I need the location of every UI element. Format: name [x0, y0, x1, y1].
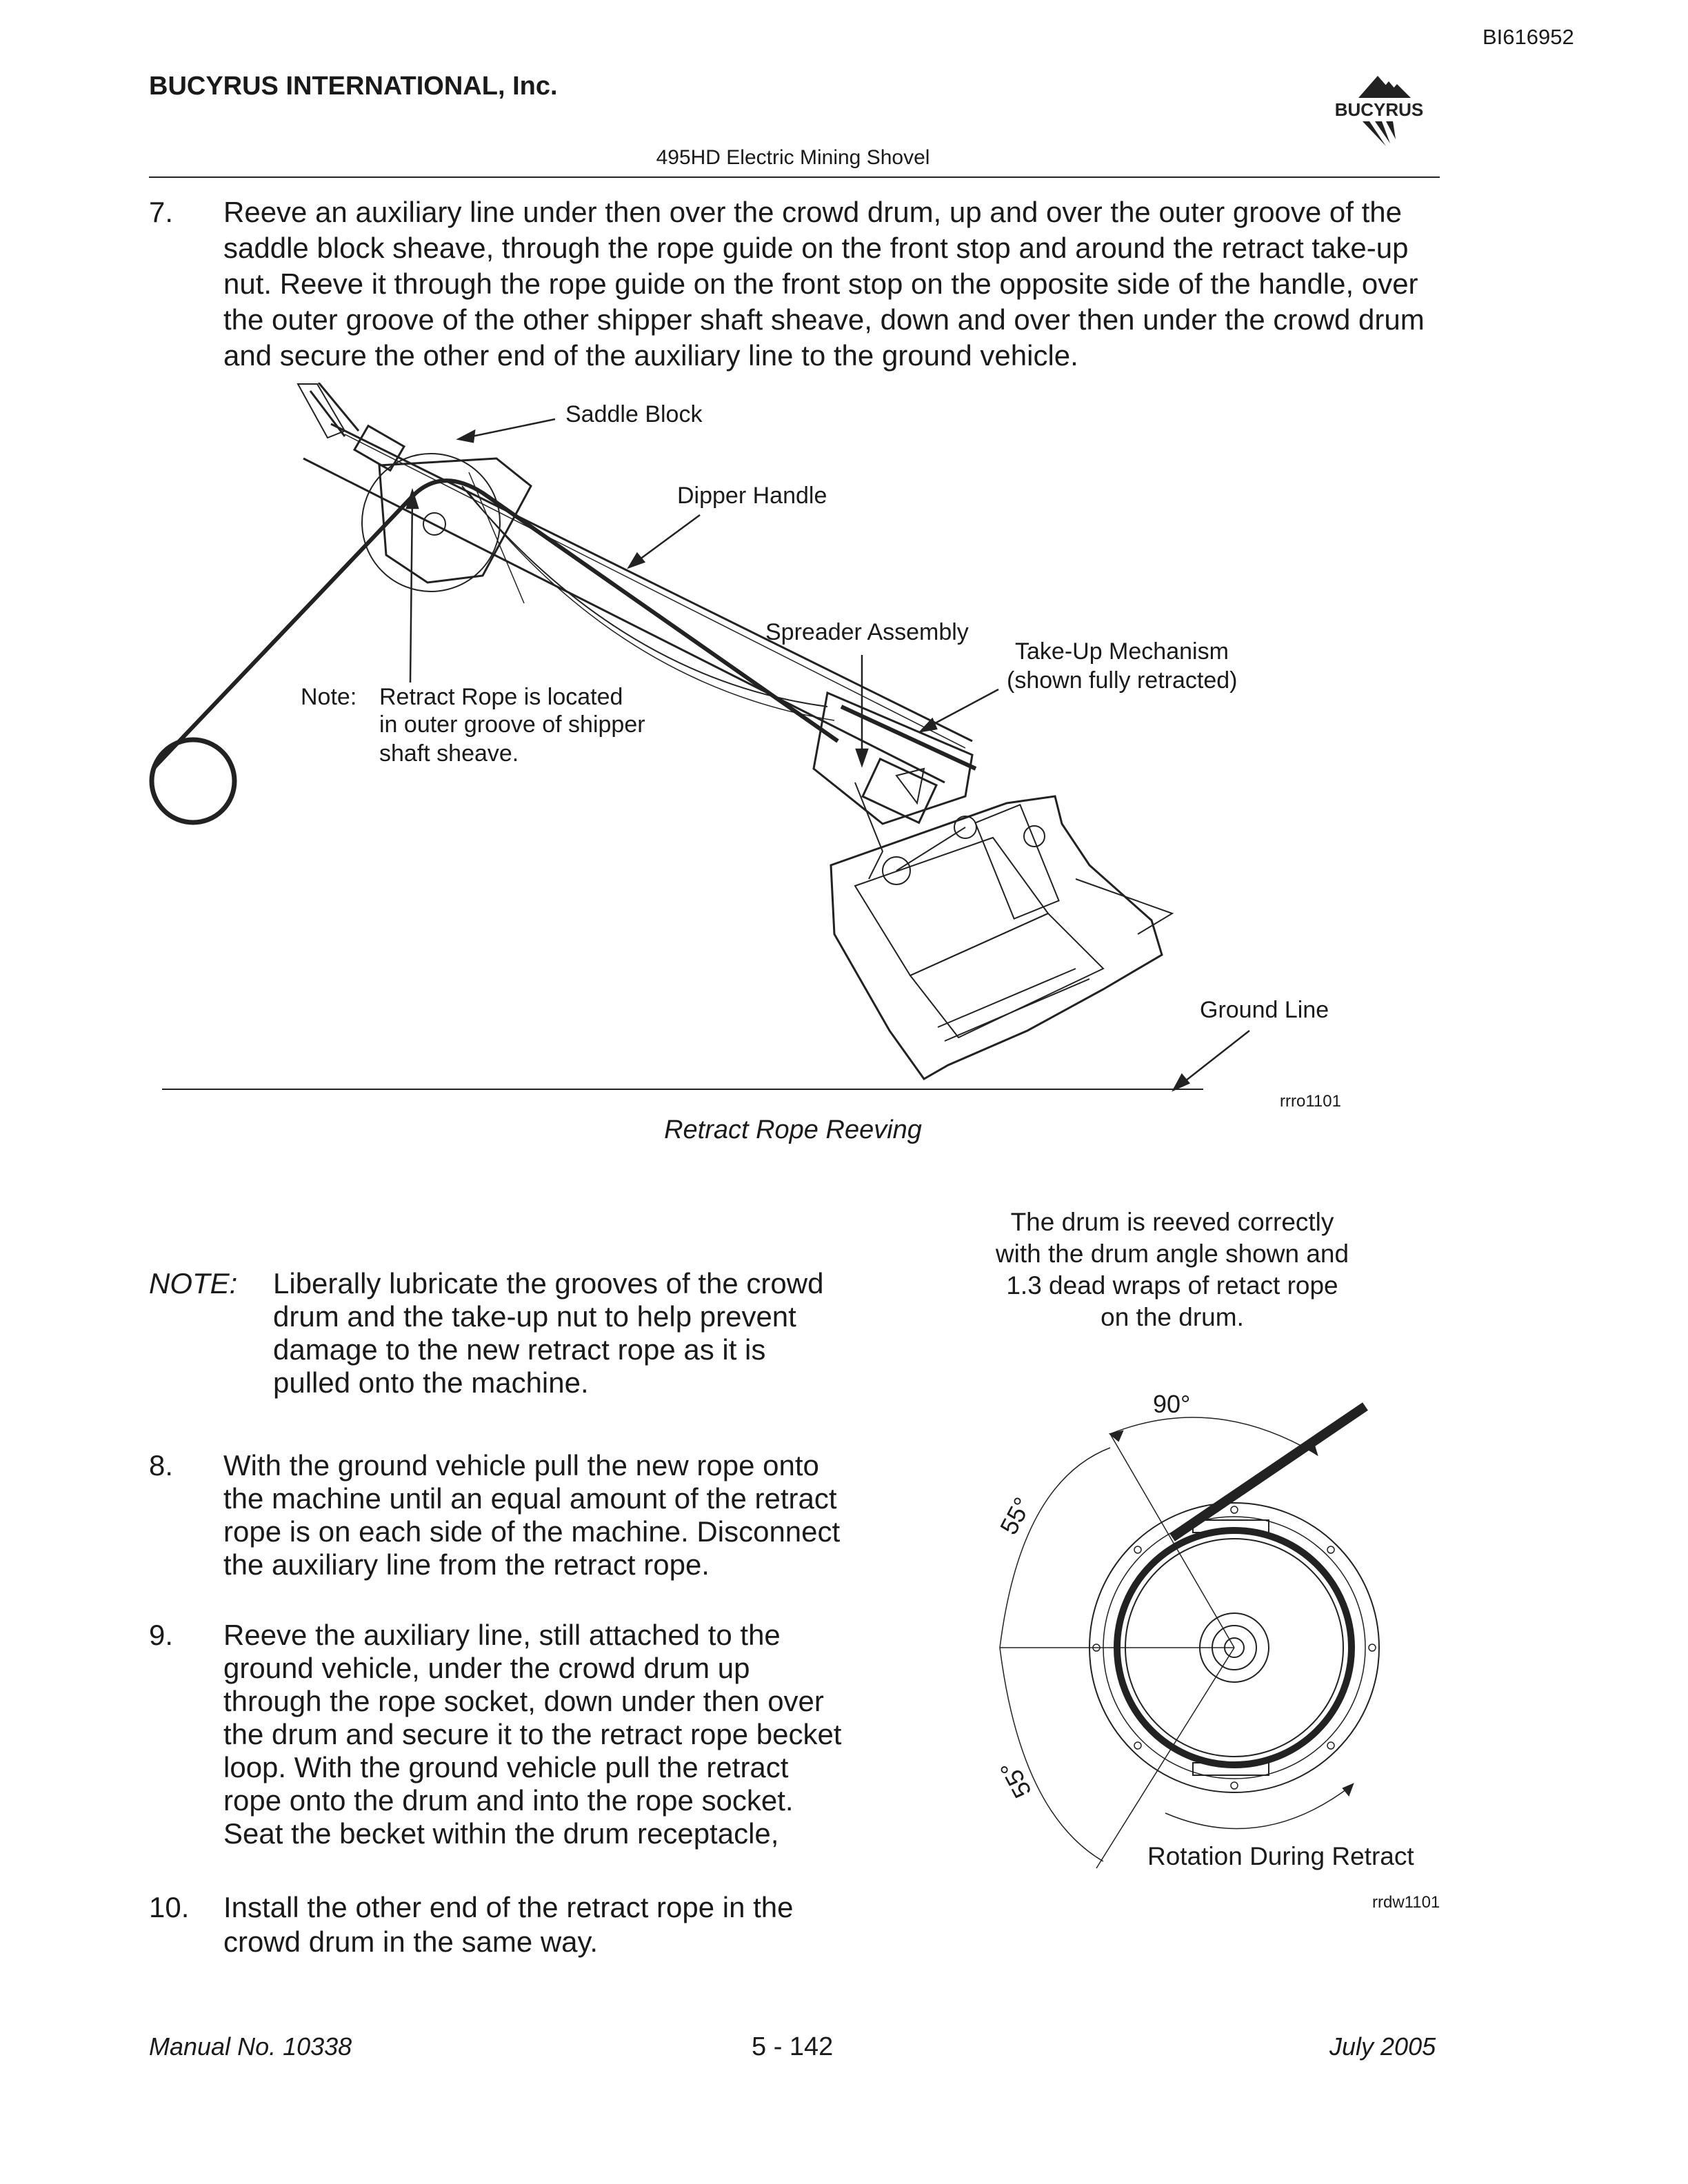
step-line: Reeve the auxiliary line, still attached to the [223, 1619, 781, 1651]
label-ground-line: Ground Line [1200, 997, 1329, 1023]
angle-label-90: 90° [1153, 1390, 1191, 1418]
step-line: rope onto the drum and into the rope socket. [223, 1784, 794, 1817]
drum-figure-code: rrdw1101 [1372, 1893, 1440, 1912]
step-line: the outer groove of the other shipper shaft sheave, down and over then under the crowd drum [223, 303, 1425, 336]
rope-lead [1172, 1406, 1365, 1537]
footer-manual-number: Manual No. 10338 [149, 2032, 352, 2061]
crowd-drum-circle [152, 740, 234, 822]
step-line: saddle block sheave, through the rope guide on the front stop and around the retract take-up [223, 232, 1409, 264]
step-line: With the ground vehicle pull the new rope onto [223, 1449, 819, 1482]
step-line: the machine until an equal amount of the retract [223, 1482, 837, 1515]
angle-label-55-lower: 55° [994, 1756, 1037, 1803]
note-heading: NOTE: [149, 1267, 238, 1300]
step-10 [149, 1890, 845, 1959]
label-saddle-block: Saddle Block [565, 401, 703, 427]
step-line: through the rope socket, down under then over [223, 1685, 824, 1717]
step-line: Install the other end of the retract rope in the [223, 1891, 794, 1923]
rotation-arrow [1165, 1786, 1352, 1829]
label-note-line-3: shaft sheave. [379, 740, 519, 767]
step-line: Reeve an auxiliary line under then over the crowd drum, up and over the outer groove of the [223, 196, 1403, 228]
label-spreader-assembly: Spreader Assembly [765, 619, 969, 645]
step-line: ground vehicle, under the crowd drum up [223, 1652, 750, 1684]
header-divider [149, 176, 1440, 178]
step-line: rope is on each side of the machine. Disconnect [223, 1515, 841, 1548]
figure-caption: Retract Rope Reeving [664, 1115, 922, 1144]
step-number: 9. [149, 1619, 174, 1651]
step-line: the drum and secure it to the retract rope becket [223, 1718, 842, 1750]
label-note-line-1: Retract Rope is located [379, 684, 623, 710]
drum-note-line: with the drum angle shown and [995, 1240, 1349, 1268]
step-9 [149, 1619, 845, 1853]
company-name: BUCYRUS INTERNATIONAL, Inc. [149, 72, 558, 101]
footer-date: July 2005 [1329, 2032, 1436, 2061]
step-line: and secure the other end of the auxiliary line to the ground vehicle. [223, 339, 1078, 372]
drum-note-line: on the drum. [1101, 1303, 1244, 1331]
step-number: 7. [149, 196, 174, 228]
label-take-up-mechanism: Take-Up Mechanism [1015, 638, 1229, 665]
step-number: 10. [149, 1891, 190, 1923]
bucyrus-logo [1317, 69, 1441, 152]
label-note-line-2: in outer groove of shipper [379, 711, 645, 738]
figure-code: rrro1101 [1280, 1092, 1341, 1111]
label-take-up-note: (shown fully retracted) [1007, 667, 1238, 694]
step-line: loop. With the ground vehicle pull the retract [223, 1751, 789, 1783]
label-dipper-handle: Dipper Handle [677, 483, 827, 509]
drum-note-line: The drum is reeved correctly [1010, 1208, 1334, 1236]
logo-text: BUCYRUS [1334, 99, 1424, 120]
document-subtitle: 495HD Electric Mining Shovel [656, 146, 930, 169]
document-id: BI616952 [1483, 25, 1574, 49]
note-line: pulled onto the machine. [273, 1366, 589, 1399]
note-line: damage to the new retract rope as it is [273, 1333, 766, 1366]
rotation-label: Rotation During Retract [1147, 1842, 1414, 1870]
note-line: Liberally lubricate the grooves of the crowd [273, 1267, 824, 1300]
leader-arrows [407, 419, 1249, 1090]
saddle-block [362, 454, 531, 603]
step-line: crowd drum in the same way. [223, 1925, 599, 1958]
label-note-head: Note: [301, 684, 357, 710]
step-7 [149, 194, 1440, 381]
step-line: the auxiliary line from the retract rope. [223, 1548, 710, 1581]
note-line: drum and the take-up nut to help prevent [273, 1300, 796, 1333]
step-line: nut. Reeve it through the rope guide on the front stop on the opposite side of the handle, over [223, 267, 1418, 300]
step-8 [149, 1449, 845, 1587]
drum-reeving-note [979, 1206, 1365, 1333]
step-number: 8. [149, 1449, 174, 1482]
drum-note-line: 1.3 dead wraps of retact rope [1006, 1271, 1338, 1300]
footer-page-number: 5 - 142 [752, 2032, 834, 2061]
angle-label-55-upper: 55° [994, 1493, 1037, 1539]
step-line: Seat the becket within the drum receptacle, [223, 1817, 779, 1850]
crowd-drum-diagram [965, 1372, 1448, 1896]
dipper-bucket [831, 782, 1172, 1079]
